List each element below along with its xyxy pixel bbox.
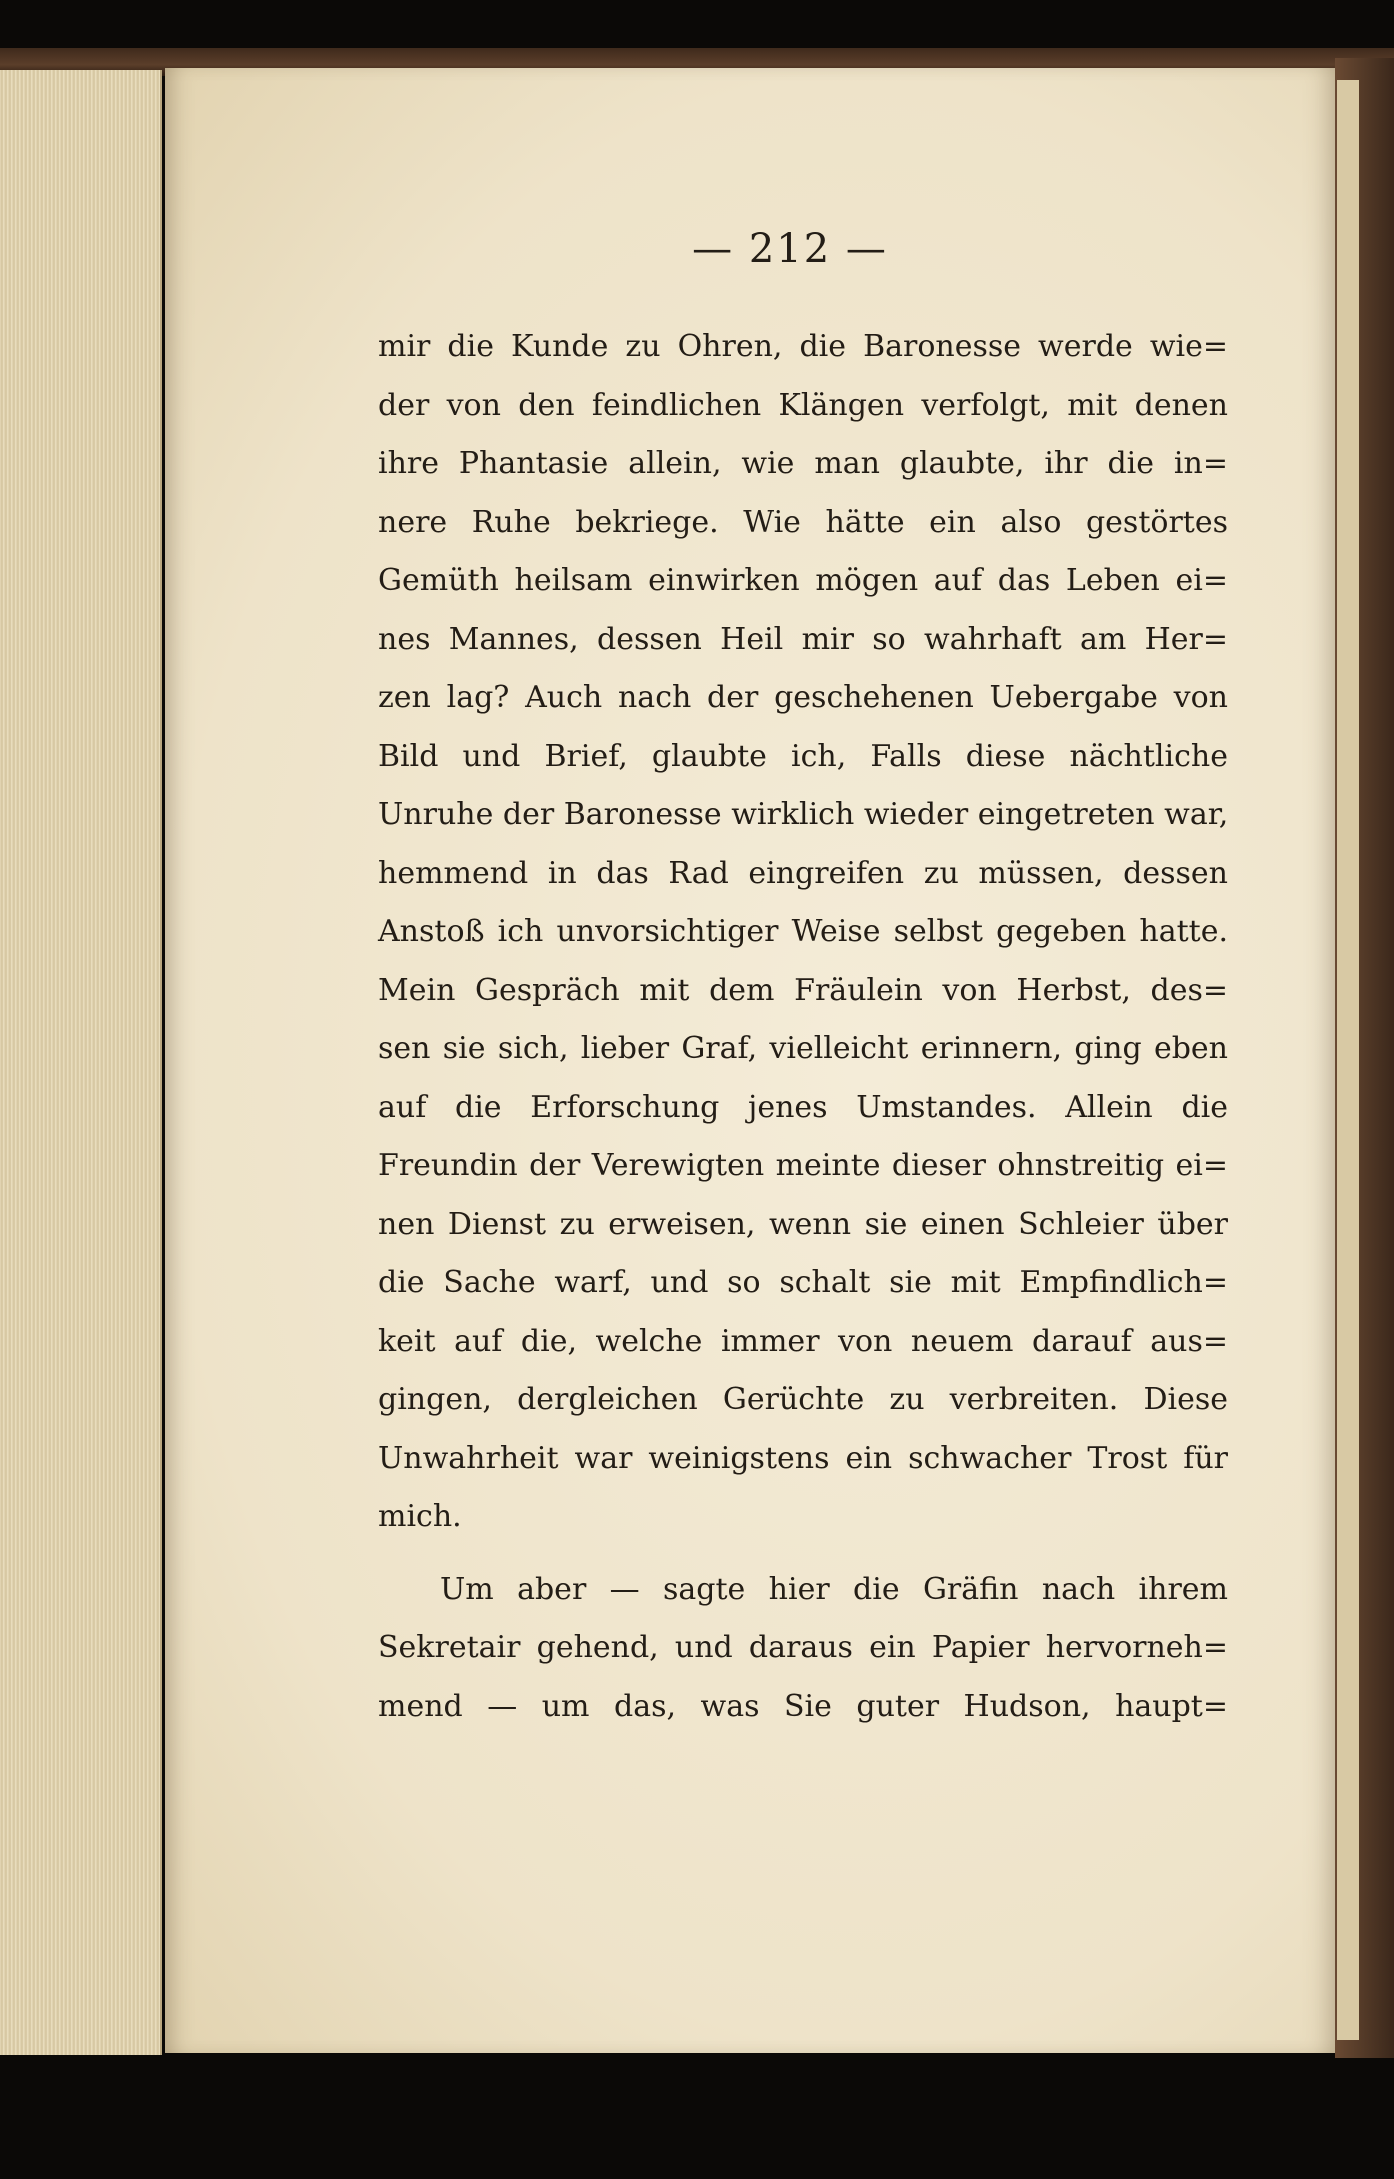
text-line: nes Mannes, dessen Heil mir so wahrhaft am Her=	[378, 621, 1228, 657]
text-line: auf die Erforschung jenes Umstandes. Allein die	[378, 1089, 1228, 1125]
text-line: keit auf die, welche immer von neuem darauf aus=	[378, 1323, 1228, 1359]
text-line: nen Dienst zu erweisen, wenn sie einen Schleier über	[378, 1206, 1228, 1242]
page-number: — 212 —	[692, 226, 888, 272]
text-line: Sekretair gehend, und daraus ein Papier hervorneh=	[378, 1630, 1228, 1665]
text-line: der von den feindlichen Klängen verfolgt, mit denen	[378, 387, 1228, 423]
text-line: Anstoß ich unvorsichtiger Weise selbst gegeben hatte.	[378, 914, 1228, 949]
text-line: mir die Kunde zu Ohren, die Baronesse werde wie=	[378, 329, 1228, 364]
text-line: mich.	[378, 1499, 462, 1534]
text-line: Unruhe der Baronesse wirklich wieder eingetreten war,	[378, 797, 1229, 832]
text-line: gingen, dergleichen Gerüchte zu verbreiten. Diese	[378, 1382, 1228, 1417]
text-line: mend — um das, was Sie guter Hudson, haupt=	[378, 1688, 1228, 1724]
text-line: Mein Gespräch mit dem Fräulein von Herbst, des=	[378, 972, 1228, 1008]
text-line: sen sie sich, lieber Graf, vielleicht erinnern, ging eben	[378, 1031, 1228, 1066]
left-page-stack-edges	[0, 70, 162, 2055]
text-line: Freundin der Verewigten meinte dieser ohnstreitig ei=	[378, 1148, 1228, 1183]
text-line: Bild und Brief, glaubte ich, Falls diese nächtliche	[378, 738, 1228, 774]
text-line: nere Ruhe bekriege. Wie hätte ein also gestörtes	[378, 504, 1228, 540]
text-line: Unwahrheit war weinigstens ein schwacher Trost für	[378, 1440, 1228, 1476]
text-line: hemmend in das Rad eingreifen zu müssen, dessen	[378, 855, 1228, 891]
text-line: zen lag? Auch nach der geschehenen Uebergabe von	[378, 680, 1228, 715]
text-line: Gemüth heilsam einwirken mögen auf das Leben ei=	[378, 563, 1228, 598]
paragraph-gap	[378, 1547, 1228, 1561]
body-text	[378, 318, 1228, 1736]
text-line: Um aber — sagte hier die Gräfin nach ihrem	[440, 1571, 1228, 1607]
text-line: ihre Phantasie allein, wie man glaubte, ihr die in=	[378, 446, 1228, 481]
text-line: die Sache warf, und so schalt sie mit Empfindlich=	[378, 1265, 1228, 1300]
page-right-edge	[1337, 80, 1359, 2040]
